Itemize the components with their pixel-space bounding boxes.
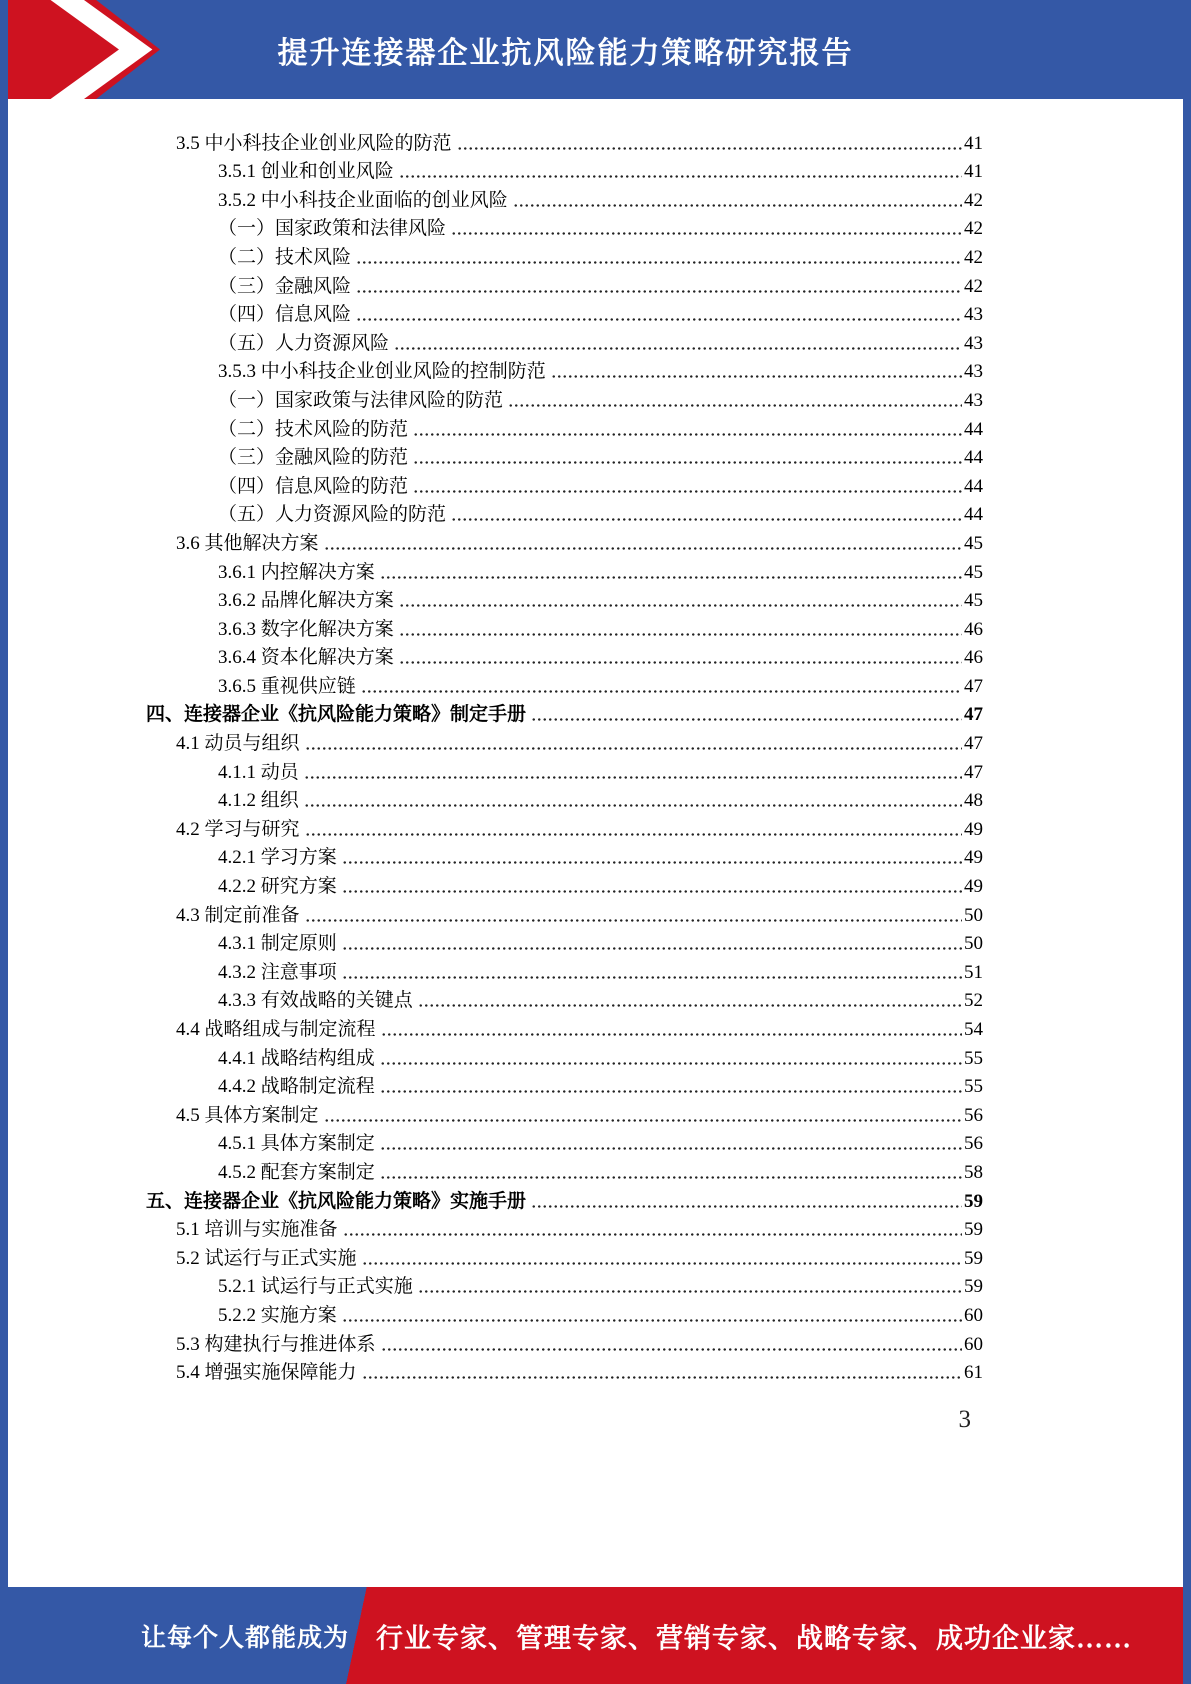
toc-leader-dots — [399, 174, 962, 179]
toc-entry-text: （四）信息风险的防范 — [218, 475, 409, 497]
footer-slogan-left: 让每个人都能成为 — [141, 1624, 350, 1652]
toc-leader-dots — [380, 1061, 962, 1066]
toc-entry — [146, 412, 983, 441]
toc-entry — [146, 1270, 983, 1299]
toc-entry-text: （一）国家政策与法律风险的防范 — [218, 389, 504, 411]
toc-page-number: 56 — [964, 1133, 983, 1155]
toc-entry-text: （三）金融风险 — [218, 275, 352, 297]
toc-entry-text: 4.2.2 研究方案 — [218, 876, 337, 898]
toc-entry — [146, 240, 983, 269]
toc-entry-text: （五）人力资源风险的防范 — [218, 504, 447, 526]
toc-page-number: 61 — [964, 1362, 983, 1384]
toc-entry — [146, 212, 983, 241]
toc-page-number: 59 — [964, 1276, 983, 1298]
toc-page-number: 54 — [964, 1019, 983, 1040]
toc-entry-text: 4.1 动员与组织 — [176, 733, 300, 755]
toc-entry — [146, 812, 983, 841]
footer-band — [8, 1587, 1183, 1684]
toc-entry-text: 4.5.1 具体方案制定 — [218, 1133, 375, 1155]
toc-page-number: 59 — [964, 1190, 983, 1212]
toc-entry — [146, 726, 983, 755]
toc-entry — [146, 441, 983, 470]
toc-page-number: 47 — [964, 733, 983, 755]
toc-entry — [146, 1098, 983, 1127]
toc-leader-dots — [531, 717, 962, 722]
toc-entry — [146, 1241, 983, 1270]
toc-entry-text: 5.4 增强实施保障能力 — [176, 1362, 357, 1384]
toc-leader-dots — [342, 946, 962, 951]
toc-leader-dots — [324, 1118, 962, 1123]
toc-page-number: 47 — [964, 761, 983, 783]
toc-page-number: 43 — [964, 361, 983, 383]
toc-leader-dots — [343, 1232, 962, 1237]
toc-entry — [146, 898, 983, 927]
toc-page-number: 41 — [964, 132, 983, 154]
toc-entry — [146, 498, 983, 527]
toc-page-number: 50 — [964, 904, 983, 926]
toc-page-number: 51 — [964, 961, 983, 983]
toc-entry-text: 3.5.1 创业和创业风险 — [218, 161, 394, 183]
toc-leader-dots — [399, 660, 962, 665]
toc-entry-text: 5.2 试运行与正式实施 — [176, 1247, 357, 1269]
toc-entry — [146, 612, 983, 641]
toc-entry-text: 4.1.1 动员 — [218, 761, 299, 783]
toc-entry-text: （四）信息风险 — [218, 304, 352, 326]
toc-page-number: 43 — [964, 332, 983, 354]
toc-entry-text: 4.4.1 战略结构组成 — [218, 1047, 375, 1069]
toc-page-number: 47 — [964, 675, 983, 697]
toc-leader-dots — [342, 1318, 962, 1323]
toc-entry — [146, 326, 983, 355]
toc-entry — [146, 584, 983, 613]
toc-entry — [146, 784, 983, 813]
toc-entry — [146, 555, 983, 584]
toc-entry-text: 3.6.4 资本化解决方案 — [218, 647, 394, 669]
toc-entry — [146, 841, 983, 870]
toc-page-number: 55 — [964, 1076, 983, 1098]
toc-leader-dots — [362, 1375, 962, 1380]
toc-page-number: 50 — [964, 933, 983, 955]
toc-leader-dots — [356, 289, 962, 294]
toc-entry-text: （二）技术风险 — [218, 246, 352, 268]
toc-entry-text: 5.1 培训与实施准备 — [176, 1219, 338, 1241]
toc-entry — [146, 298, 983, 327]
toc-page-number: 55 — [964, 1047, 983, 1069]
toc-entry-text: 3.5.3 中小科技企业创业风险的控制防范 — [218, 361, 546, 383]
toc-page-number: 45 — [964, 590, 983, 612]
toc-entry — [146, 1356, 983, 1385]
toc-leader-dots — [362, 1261, 962, 1266]
toc-entry-text: 3.6.3 数字化解决方案 — [218, 618, 394, 640]
toc-entry — [146, 383, 983, 412]
toc-leader-dots — [413, 489, 962, 494]
toc-leader-dots — [324, 546, 962, 551]
red-arrow-icon — [8, 0, 160, 99]
toc-page-number: 44 — [964, 418, 983, 440]
toc-page-number: 43 — [964, 389, 983, 411]
toc-leader-dots — [356, 317, 962, 322]
toc-leader-dots — [305, 746, 962, 751]
toc-entry-text: 5.2.1 试运行与正式实施 — [218, 1276, 413, 1298]
toc-leader-dots — [413, 432, 962, 437]
toc-leader-dots — [399, 632, 962, 637]
toc-entry-text: 4.2 学习与研究 — [176, 818, 300, 840]
toc-leader-dots — [513, 203, 962, 208]
toc-page-number: 44 — [964, 447, 983, 469]
toc-page-number: 41 — [964, 161, 983, 183]
toc-entry — [146, 469, 983, 498]
toc-entry-text: 四、连接器企业《抗风险能力策略》制定手册 — [146, 704, 527, 726]
toc-entry-text: 3.5.2 中小科技企业面临的创业风险 — [218, 189, 508, 211]
toc-entry — [146, 526, 983, 555]
toc-entry-text: 4.3.3 有效战略的关键点 — [218, 990, 413, 1012]
toc-page-number: 42 — [964, 218, 983, 240]
toc-leader-dots — [399, 603, 962, 608]
toc-entry — [146, 698, 983, 727]
toc-page-number: 44 — [964, 475, 983, 497]
toc-page-number: 42 — [964, 189, 983, 211]
toc-leader-dots — [304, 775, 962, 780]
toc-leader-dots — [418, 1003, 962, 1008]
page-number: 3 — [958, 1406, 971, 1434]
toc-page-number: 59 — [964, 1247, 983, 1269]
toc-page-number: 44 — [964, 504, 983, 526]
header-band — [8, 0, 1183, 99]
toc-entry — [146, 126, 983, 155]
toc-leader-dots — [451, 517, 962, 522]
toc-entry — [146, 984, 983, 1013]
toc-entry — [146, 755, 983, 784]
toc-leader-dots — [342, 860, 962, 865]
toc-entry — [146, 669, 983, 698]
toc-page-number: 47 — [964, 704, 983, 726]
toc-entry — [146, 1155, 983, 1184]
toc-entry — [146, 1070, 983, 1099]
toc-leader-dots — [305, 918, 962, 923]
toc-page-number: 45 — [964, 561, 983, 583]
toc-entry-text: 4.4 战略组成与制定流程 — [176, 1019, 376, 1040]
toc-entry — [146, 1298, 983, 1327]
toc-leader-dots — [305, 832, 962, 837]
toc-entry — [146, 1012, 983, 1041]
toc-leader-dots — [508, 403, 962, 408]
toc-leader-dots — [380, 1089, 962, 1094]
toc-entry-text: （三）金融风险的防范 — [218, 447, 409, 469]
toc-entry-text: 4.3.1 制定原则 — [218, 933, 337, 955]
toc-entry-text: （二）技术风险的防范 — [218, 418, 409, 440]
toc-page-number: 60 — [964, 1333, 983, 1355]
toc-entry — [146, 641, 983, 670]
toc-page-number: 60 — [964, 1304, 983, 1326]
toc-entry-text: 4.5.2 配套方案制定 — [218, 1161, 375, 1183]
toc-leader-dots — [451, 231, 962, 236]
toc-entry-text: 5.3 构建执行与推进体系 — [176, 1333, 376, 1355]
toc-leader-dots — [418, 1289, 962, 1294]
toc-leader-dots — [380, 575, 962, 580]
toc-entry-text: 4.5 具体方案制定 — [176, 1104, 319, 1126]
toc-entry-text: 3.6.2 品牌化解决方案 — [218, 590, 394, 612]
toc-page-number: 59 — [964, 1219, 983, 1241]
toc-leader-dots — [342, 889, 962, 894]
page-title: 提升连接器企业抗风险能力策略研究报告 — [277, 36, 854, 70]
toc-page-number: 46 — [964, 647, 983, 669]
toc-leader-dots — [342, 975, 962, 980]
toc-leader-dots — [361, 689, 962, 694]
toc-entry — [146, 927, 983, 956]
toc-page-number: 45 — [964, 532, 983, 554]
toc-entry — [146, 1213, 983, 1242]
toc-leader-dots — [457, 146, 962, 151]
toc-leader-dots — [356, 260, 962, 265]
toc-entry-text: 3.5 中小科技企业创业风险的防范 — [176, 132, 452, 154]
toc-entry — [146, 1184, 983, 1213]
toc-entry — [146, 355, 983, 384]
toc-entry-text: （一）国家政策和法律风险 — [218, 218, 447, 240]
toc-entry — [146, 1041, 983, 1070]
toc-page-number: 56 — [964, 1104, 983, 1126]
toc-entry-text: 4.2.1 学习方案 — [218, 847, 337, 869]
toc-entry-text: 4.4.2 战略制定流程 — [218, 1076, 375, 1098]
toc-entry-text: 4.3 制定前准备 — [176, 904, 300, 926]
toc-page-number: 49 — [964, 876, 983, 898]
toc-page-number: 42 — [964, 275, 983, 297]
toc-leader-dots — [413, 460, 962, 465]
toc-page-number: 42 — [964, 246, 983, 268]
toc-entry — [146, 269, 983, 298]
toc-entry-text: 五、连接器企业《抗风险能力策略》实施手册 — [146, 1190, 527, 1212]
toc-list — [8, 99, 1183, 1384]
toc-page-number: 46 — [964, 618, 983, 640]
toc-page-number: 49 — [964, 847, 983, 869]
toc-page-number: 58 — [964, 1161, 983, 1183]
toc-entry — [146, 155, 983, 184]
toc-entry — [146, 1127, 983, 1156]
toc-leader-dots — [531, 1204, 962, 1209]
toc-entry-text: 3.6.1 内控解决方案 — [218, 561, 375, 583]
toc-entry-text: 4.1.2 组织 — [218, 790, 299, 812]
toc-entry-text: 3.6 其他解决方案 — [176, 532, 319, 554]
toc-entry — [146, 869, 983, 898]
toc-leader-dots — [551, 374, 962, 379]
toc-entry — [146, 183, 983, 212]
toc-entry-text: 5.2.2 实施方案 — [218, 1304, 337, 1326]
toc-entry — [146, 955, 983, 984]
toc-entry — [146, 1327, 983, 1356]
toc-page-number: 43 — [964, 304, 983, 326]
toc-leader-dots — [381, 1347, 962, 1352]
toc-entry-text: 4.3.2 注意事项 — [218, 961, 337, 983]
toc-page-number: 52 — [964, 990, 983, 1012]
toc-leader-dots — [380, 1175, 962, 1180]
toc-leader-dots — [304, 803, 962, 808]
toc-entry-text: 3.6.5 重视供应链 — [218, 675, 356, 697]
toc-leader-dots — [394, 346, 962, 351]
toc-leader-dots — [381, 1032, 962, 1037]
footer-slogan-right: 行业专家、管理专家、营销专家、战略专家、成功企业家…… — [376, 1623, 1132, 1653]
toc-page-number: 49 — [964, 818, 983, 840]
toc-leader-dots — [380, 1146, 962, 1151]
toc-entry-text: （五）人力资源风险 — [218, 332, 390, 354]
toc-page-number: 48 — [964, 790, 983, 812]
